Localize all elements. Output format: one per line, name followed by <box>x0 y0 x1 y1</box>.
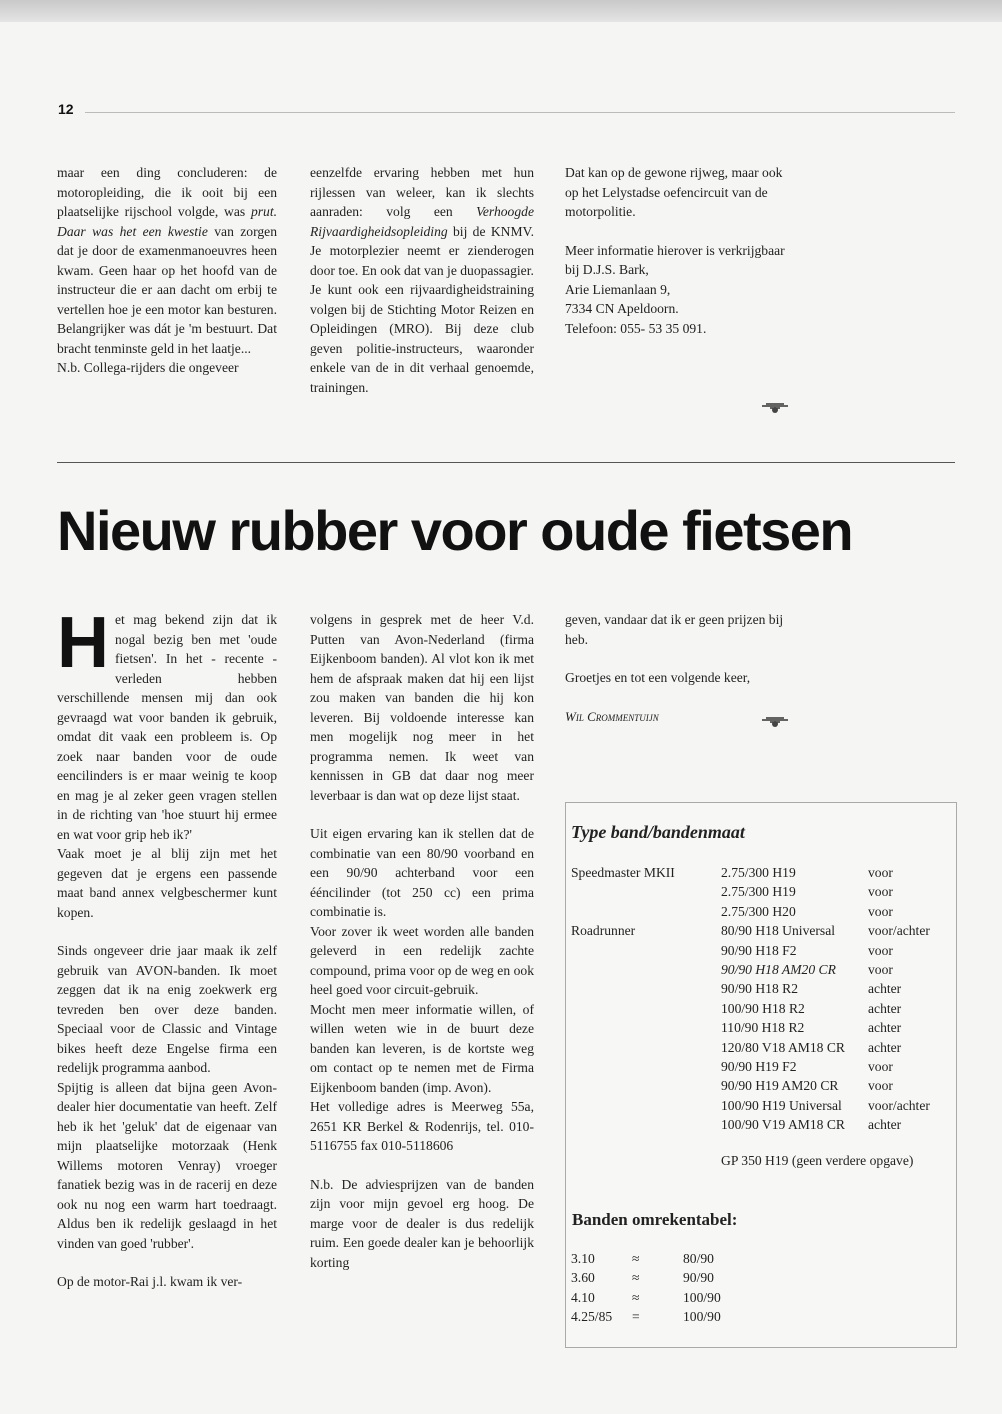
conversion-cell-sym: ≈ <box>632 1289 640 1305</box>
phone-line: Telefoon: 055- 53 35 091. <box>565 320 707 336</box>
tire-cell-pos: voor <box>868 962 893 977</box>
paragraph: N.b. Collega-rijders die ongeveer <box>57 360 239 375</box>
tire-cell-model: Speedmaster MKII <box>571 865 675 880</box>
paragraph: Vaak moet je al blij zijn met het gegeven dat je ergens een passende maat band annex velgbeschermer kunt kopen. <box>57 846 277 920</box>
paragraph: maar een ding concluderen: de motoropleiding, die ik ooit bij een plaatselijke rijschool volgde, was prut. Daar was het een kwestie van zorgen dat je door de examenmanoeuvres heen kwam. Geen haar op het hoofd van de instructeur die er aan dacht om erbij te vertellen hoe je een motor kan besturen. Belangrijker was dát je 'm bestuurt. Dat bracht tenminste geld in het laatje... <box>57 165 277 356</box>
tire-cell-pos: voor/achter <box>868 1097 930 1113</box>
tire-cell-size: 2.75/300 H19 <box>721 865 796 880</box>
article-column-3 <box>565 610 790 726</box>
tire-table-title: Type band/bandenmaat <box>571 822 745 842</box>
paragraph: Groetjes en tot een volgende keer, <box>565 670 751 685</box>
conversion-cell-new: 100/90 <box>683 1289 721 1305</box>
paragraph: N.b. De adviesprijzen van de banden zijn voor mijn gevoel erg hoog. De marge voor de dealer is dus redelijk ruim. Een goede dealer kan je behoorlijk korting <box>310 1176 534 1270</box>
conversion-cell-old: 4.10 <box>571 1289 595 1305</box>
paragraph: Het volledige adres is Meerweg 55a, 2651 KR Berkel & Rodenrijs, tel. 010-5116755 fax 010-5118606 <box>310 1099 534 1153</box>
conversion-cell-sym: ≈ <box>632 1270 640 1286</box>
tire-cell-size: 100/90 H18 R2 <box>721 1000 805 1016</box>
tire-cell-pos: achter <box>868 981 902 997</box>
tire-cell-pos: voor <box>868 942 893 958</box>
paragraph: eenzelfde ervaring hebben met hun rijlessen van weleer, kan ik slechts aanraden: volg een Verhoogde Rijvaardigheidsopleiding bij de KNMV. Je motorplezier neemt er zienderogen door toe. En ook dat van je duopassagier. <box>310 165 534 278</box>
paragraph: Voor zover ik weet worden alle banden geleverd in een redelijk zachte compound, prima voor op de weg en ook heel goed voor circuit-gebruik. <box>310 923 534 997</box>
conversion-cell-old: 4.25/85 <box>571 1309 613 1325</box>
tire-extra-note: GP 350 H19 (geen verdere opgave) <box>721 1153 914 1168</box>
tire-cell-pos: voor/achter <box>868 923 930 939</box>
top-column-3 <box>565 163 790 338</box>
tire-cell-pos: achter <box>868 1020 902 1036</box>
tire-cell-size: 90/90 H18 F2 <box>721 942 797 958</box>
article-headline: Nieuw rubber voor oude fietsen <box>57 499 853 562</box>
tire-cell-size: 80/90 H18 Universal <box>721 923 836 939</box>
article-column-2 <box>310 610 534 1272</box>
address-line: 7334 CN Apeldoorn. <box>565 301 679 316</box>
tire-cell-pos: voor <box>868 884 893 900</box>
tire-cell-pos: achter <box>868 1117 902 1133</box>
conversion-cell-sym: ≈ <box>632 1251 640 1266</box>
paragraph: Je kunt ook een rijvaardigheidstraining volgen bij de Stichting Motor Reizen en Opleidingen (MRO). Bij deze club geven politie-instructeurs, waaronder enkele van de in dit verhaal genoemde, trainingen. <box>310 282 534 395</box>
paragraph <box>57 603 277 844</box>
scan-top-edge <box>0 0 1002 22</box>
tire-cell-pos: voor <box>868 903 893 919</box>
paragraph: Meer informatie hierover is verkrijgbaar bij D.J.S. Bark, <box>565 242 785 277</box>
tire-cell-size: 90/90 H19 AM20 CR <box>721 1078 839 1094</box>
tire-cell-size: 110/90 H18 R2 <box>721 1020 805 1036</box>
paragraph: Op de motor-Rai j.l. kwam ik ver- <box>57 1274 243 1289</box>
tire-info-box <box>565 802 957 1348</box>
tire-cell-size: 120/80 V18 AM18 CR <box>721 1039 846 1055</box>
paragraph: Uit eigen ervaring kan ik stellen dat de combinatie van een 80/90 voorband en een 90/90 achterband voor een ééncilinder (tot 250 cc) een prima combinatie is. <box>310 826 534 919</box>
paragraph: geven, vandaar dat ik er geen prijzen bij heb. <box>565 612 784 647</box>
conversion-cell-sym: = <box>632 1309 640 1325</box>
article-column-1 <box>57 603 277 1292</box>
tire-cell-size: 90/90 H18 AM20 CR <box>721 962 836 977</box>
author-signature: Wil Crommentuijn <box>565 708 659 724</box>
header-rule <box>85 112 955 113</box>
tire-cell-size: 2.75/300 H19 <box>721 884 796 900</box>
tire-cell-pos: achter <box>868 1039 902 1055</box>
page-number: 12 <box>58 101 74 117</box>
tire-cell-pos: voor <box>868 865 893 880</box>
address-line: Arie Liemanlaan 9, <box>565 281 671 297</box>
paragraph: Sinds ongeveer drie jaar maak ik zelf gebruik van AVON-banden. Ik moet zeggen dat ik na enig zoekwerk erg tevreden ben over deze banden. Speciaal voor de Classic and Vintage bikes heeft deze Engelse firma een redelijk programma aanbod. <box>57 943 277 1075</box>
conversion-cell-new: 90/90 <box>683 1270 714 1286</box>
section-divider <box>57 462 955 463</box>
motorcycle-end-icon <box>760 714 790 728</box>
conversion-cell-old: 3.10 <box>571 1251 595 1266</box>
paragraph: volgens in gesprek met de heer V.d. Putten van Avon-Nederland (firma Eijkenboom banden). Al vlot kon ik met hem de afspraak maken dat hij een lijst zou maken van banden die hij kon leveren. Bij voldoende interesse kan men mogelijk nog meer in het programma nemen. Ik weet van kennissen in GB dat daar nog meer leverbaar is dan wat op deze lijst staat. <box>310 612 534 803</box>
tire-cell-size: 90/90 H18 R2 <box>721 981 799 997</box>
tire-cell-pos: voor <box>868 1078 893 1094</box>
motorcycle-end-icon <box>760 400 790 414</box>
tire-cell-size: 100/90 H19 Universal <box>721 1097 842 1113</box>
paragraph-text: et mag bekend zijn dat ik nogal bezig ben met 'oude fietsen'. In het - recente - verleden hebben verschillende mensen mij dan ook gevraagd wat voor banden ik gebruik, omdat dit vaak een probleem is. Op zoek naar banden voor de oude eencilinders is er maar weinig te koop en mag je al zeker geen vragen stellen in de richting van 'hoe stuurt hij ermee en wat voor grip heb ik?' <box>57 612 277 842</box>
conversion-cell-old: 3.60 <box>571 1270 595 1286</box>
paragraph: Dat kan op de gewone rijweg, maar ook op het Lelystadse oefencircuit van de motorpolitie. <box>565 165 783 219</box>
conversion-cell-new: 100/90 <box>683 1309 721 1325</box>
drop-cap: H <box>57 603 109 683</box>
tire-cell-size: 100/90 V19 AM18 CR <box>721 1117 846 1133</box>
tire-cell-pos: voor <box>868 1059 893 1074</box>
conversion-cell-new: 80/90 <box>683 1251 714 1266</box>
tire-cell-size: 90/90 H19 F2 <box>721 1059 797 1074</box>
paragraph: Mocht men meer informatie willen, of willen weten wie in de buurt deze banden kan leveren, is de kortste weg om contact op te nemen met de Firma Eijkenboom banden (imp. Avon). <box>310 1001 534 1095</box>
tire-cell-model: Roadrunner <box>571 923 636 939</box>
tire-cell-size: 2.75/300 H20 <box>721 903 796 919</box>
top-column-1 <box>57 163 277 378</box>
tire-cell-pos: achter <box>868 1000 902 1016</box>
conversion-title: Banden omrekentabel: <box>572 1210 738 1229</box>
top-column-2 <box>310 163 534 397</box>
paragraph: Spijtig is alleen dat bijna geen Avon-dealer hier documentatie van heeft. Zelf heb ik het 'geluk' dat de eigenaar van mijn plaatselijke motorzaak (Henk Willems motoren Venray) vroeger fanatiek bezig was in de racerij en deze ook nu nog een warm hart toedraagt. Aldus ben ik redelijk geslaagd in het vinden van goed 'rubber'. <box>57 1079 277 1251</box>
